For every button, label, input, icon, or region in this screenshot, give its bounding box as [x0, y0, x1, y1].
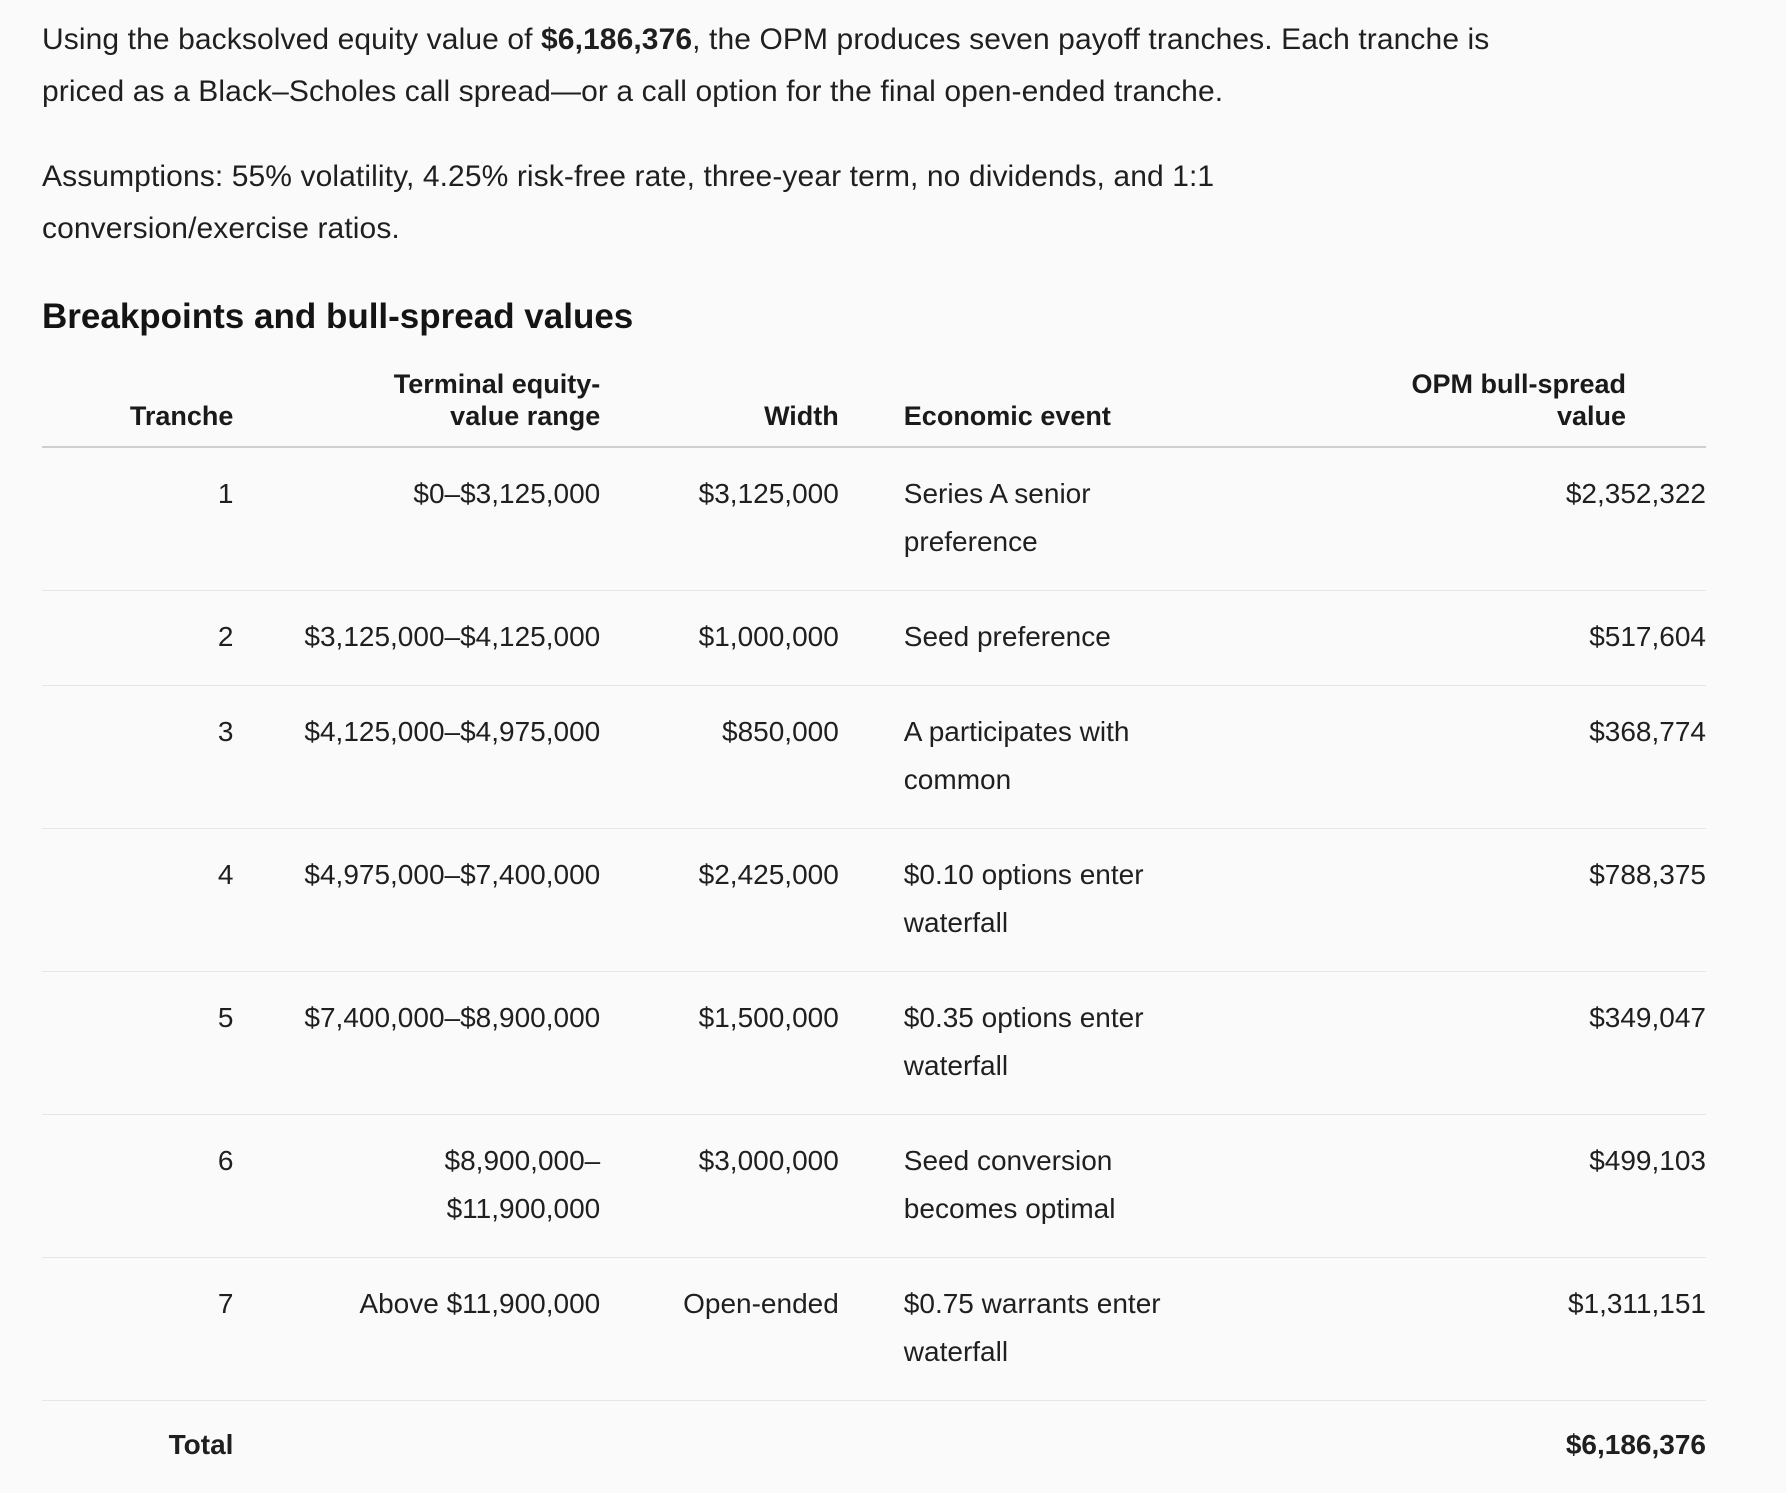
cell-width: $850,000: [600, 686, 839, 829]
section-title: Breakpoints and bull-spread values: [42, 287, 1706, 347]
table-row: [42, 447, 1706, 591]
cell-width: $3,125,000: [600, 447, 839, 591]
intro-text-start: Using the backsolved equity value of: [42, 23, 541, 56]
cell-event: [839, 686, 1304, 829]
cell-event-text: Seed conversion becomes optimal: [904, 1137, 1144, 1233]
cell-event-text: $0.10 options enter waterfall: [904, 851, 1164, 947]
total-value: $6,186,376: [1304, 1401, 1706, 1493]
header-range: [233, 368, 600, 447]
cell-range: $4,125,000–$4,975,000: [233, 686, 600, 829]
total-empty-range: [233, 1401, 600, 1493]
cell-event: [839, 591, 1304, 686]
cell-event-text: Seed preference: [904, 613, 1184, 661]
cell-width: $1,000,000: [600, 591, 839, 686]
total-row: [42, 1401, 1706, 1493]
cell-value: $1,311,151: [1304, 1258, 1706, 1401]
header-tranche: Tranche: [42, 368, 233, 447]
cell-width: Open-ended: [600, 1258, 839, 1401]
cell-range: $0–$3,125,000: [233, 447, 600, 591]
header-row: [42, 368, 1706, 447]
assumptions-paragraph: Assumptions: 55% volatility, 4.25% risk-free rate, three-year term, no dividends, and 1:1 conversion/exercise ratios.: [42, 151, 1342, 255]
header-value-text: OPM bull-spread value: [1406, 368, 1626, 432]
table-row: [42, 1115, 1706, 1258]
cell-range: [233, 1115, 600, 1258]
cell-tranche: 6: [42, 1115, 233, 1258]
total-empty-event: [839, 1401, 1304, 1493]
table-row: [42, 829, 1706, 972]
table-row: [42, 1258, 1706, 1401]
cell-range-text: $8,900,000–$11,900,000: [420, 1137, 600, 1233]
table-row: [42, 591, 1706, 686]
cell-tranche: 5: [42, 972, 233, 1115]
cell-value: $788,375: [1304, 829, 1706, 972]
cell-value: $368,774: [1304, 686, 1706, 829]
cell-event-text: Series A senior preference: [904, 470, 1134, 566]
cell-range: $3,125,000–$4,125,000: [233, 591, 600, 686]
cell-tranche: 3: [42, 686, 233, 829]
header-width: Width: [600, 368, 839, 447]
cell-event: [839, 972, 1304, 1115]
cell-width: $2,425,000: [600, 829, 839, 972]
total-label: Total: [42, 1401, 233, 1493]
cell-tranche: 2: [42, 591, 233, 686]
cell-event: [839, 1258, 1304, 1401]
cell-width: $1,500,000: [600, 972, 839, 1115]
breakpoints-table: [42, 368, 1706, 1493]
cell-event: [839, 829, 1304, 972]
header-event: Economic event: [839, 368, 1304, 447]
cell-range: Above $11,900,000: [233, 1258, 600, 1401]
cell-tranche: 4: [42, 829, 233, 972]
cell-width: $3,000,000: [600, 1115, 839, 1258]
cell-value: $517,604: [1304, 591, 1706, 686]
cell-event-text: $0.75 warrants enter waterfall: [904, 1280, 1184, 1376]
cell-value: $349,047: [1304, 972, 1706, 1115]
cell-event: [839, 447, 1304, 591]
cell-tranche: 1: [42, 447, 233, 591]
intro-text-end: , the OPM produces seven payoff tranches. Each tranche is priced as a Black–Scholes call spread—or a call option for the final open-ended tranche.: [42, 23, 1489, 108]
header-value: [1304, 368, 1706, 447]
table-row: [42, 972, 1706, 1115]
cell-event-text: $0.35 options enter waterfall: [904, 994, 1164, 1090]
table-row: [42, 686, 1706, 829]
cell-value: $499,103: [1304, 1115, 1706, 1258]
cell-range: $7,400,000–$8,900,000: [233, 972, 600, 1115]
cell-value: $2,352,322: [1304, 447, 1706, 591]
cell-tranche: 7: [42, 1258, 233, 1401]
cell-range: $4,975,000–$7,400,000: [233, 829, 600, 972]
cell-event-text: A participates with common: [904, 708, 1154, 804]
equity-value-bold: $6,186,376: [541, 23, 692, 56]
cell-event: [839, 1115, 1304, 1258]
table-header: [42, 368, 1706, 447]
table-body: [42, 447, 1706, 1493]
header-range-text: Terminal equity-value range: [330, 368, 600, 432]
total-empty-width: [600, 1401, 839, 1493]
intro-paragraph: [42, 0, 1502, 118]
